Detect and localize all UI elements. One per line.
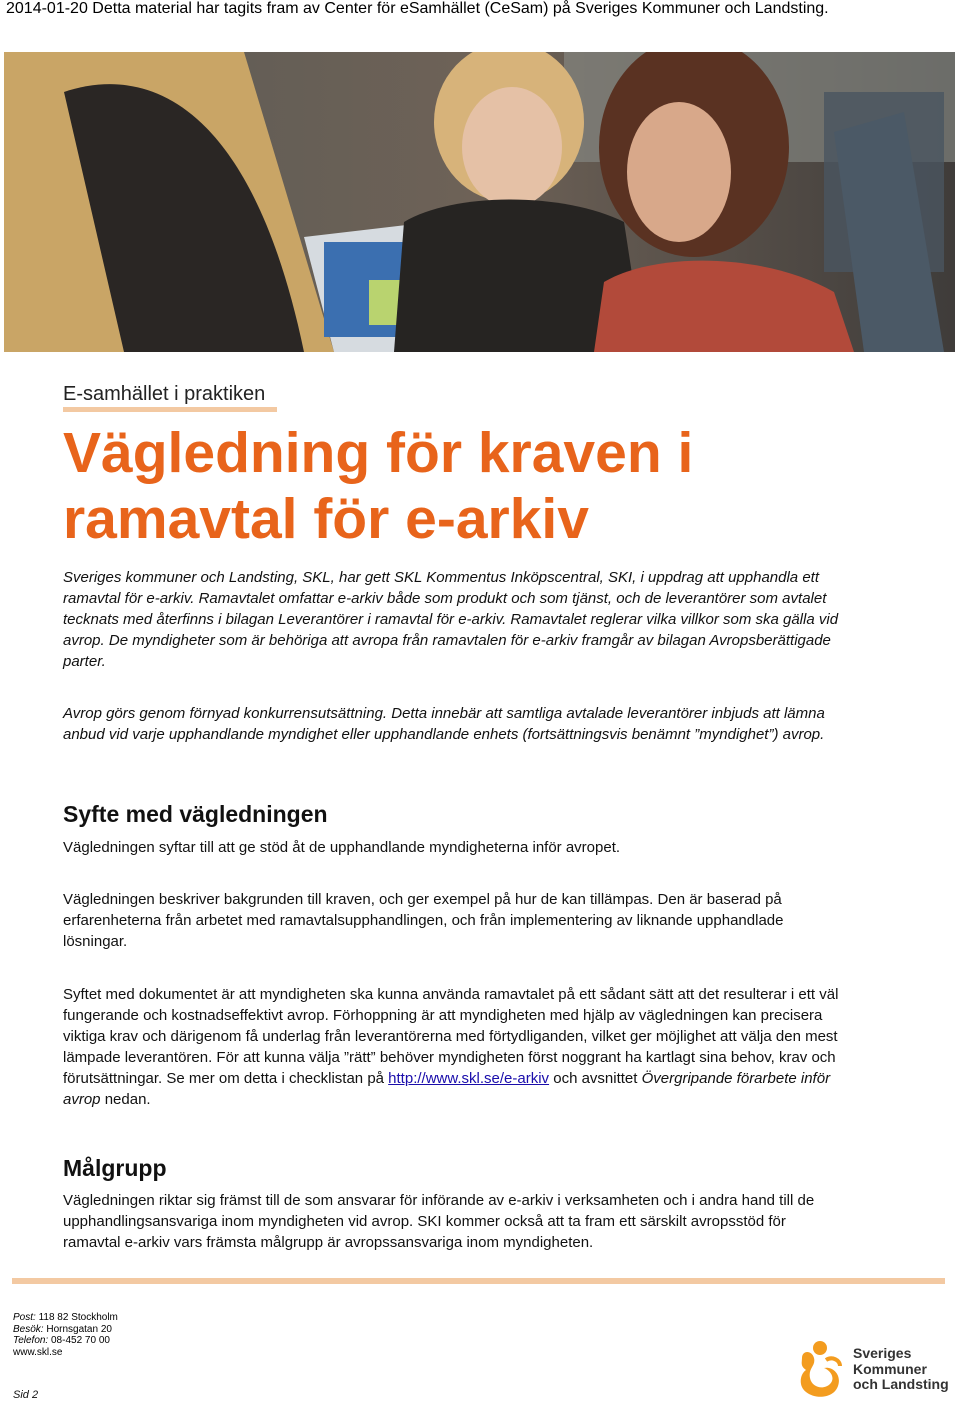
heading-syfte: Syfte med vägledningen: [63, 801, 328, 827]
page-number: Sid 2: [13, 1389, 39, 1401]
syfte-paragraph-1: Vägledningen syftar till att ge stöd åt de upphandlande myndigheterna inför avropet.: [63, 839, 621, 856]
malgrupp-paragraph: Vägledningen riktar sig främst till de som ansvarar för införande av e-arkiv i verksamheten och i andra hand till de upphandlingsansvariga inom myndigheten vid avrop. SKI kommer också att ta fram ett särskilt avropsstöd för ramavtal e-arkiv vars främsta målgrupp är avropssansvariga inom myndigheten.: [63, 1192, 815, 1251]
visiting-address: Besök: Hornsgatan 20: [13, 1323, 112, 1335]
website: www.skl.se: [13, 1346, 63, 1358]
intro-paragraph-2: Avrop görs genom förnyad konkurrensutsättning. Detta innebär att samtliga avtalade leverantörer inbjuds att lämna anbud vid varje upphandlande myndighet eller upphandlande enhets (fortsättningsvis benämnt ”myndighet”) avrop.: [63, 705, 825, 743]
postal-address: Post: 118 82 Stockholm: [13, 1312, 118, 1323]
skl-logo-text: Sveriges Kommuner och Landsting: [853, 1345, 949, 1392]
skl-logo-icon: [796, 1338, 852, 1400]
footer-address: [13, 1312, 118, 1358]
phone-number: Telefon: 08-452 70 00: [13, 1335, 110, 1346]
skl-logo: [796, 1338, 956, 1400]
syfte-p3-end: nedan.: [100, 1091, 151, 1108]
eyebrow-underline: [63, 407, 277, 412]
cover-photo: [4, 52, 955, 352]
section-label: E-samhället i praktiken: [63, 383, 266, 405]
syfte-p3-text: Syftet med dokumentet är att myndigheten ska kunna använda ramavtalet på ett sådant sätt att det resulterar i ett väl fungerande och kostnadseffektivt avrop. Förhoppning är att myndigheten med hjälp av vägledningen kan precisera viktiga krav och därigenom få underlag från leverantörerna med förtydliganden, vilket ger möjlighet att välja den mest lämpade leverantören. För att kunna välja ”rätt” behöver myndigheten först noggrant ha kartlagt sina behov, krav och förutsättningar. Se mer om detta i checklistan på: [63, 986, 839, 1087]
heading-malgrupp: Målgrupp: [63, 1155, 167, 1181]
intro-paragraph-1: Sveriges kommuner och Landsting, SKL, har gett SKL Kommentus Inköpscentral, SKI, i uppdrag att upphandla ett ramavtal för e-arkiv. Ramavtalet omfattar e-arkiv både som produkt och som tjänst, och de leverantörer som avtalet tecknats med återfinns i bilagan Leverantörer i ramavtal för e-arkiv. Ramavtalet reglerar vilka villkor som ska gälla vid avrop. De myndigheter som är behöriga att avropa från ramavtalen för e-arkiv framgår av bilagan Avropsberättigade parter.: [63, 569, 839, 670]
syfte-p3-mid: och avsnittet: [549, 1070, 642, 1087]
syfte-p3-section-ref: Övergripande förarbete inför avrop: [63, 1070, 831, 1108]
top-note: 2014-01-20 Detta material har tagits fram av Center för eSamhället (CeSam) på Sveriges Kommuner och Landsting.: [6, 0, 829, 17]
page-title: Vägledning för kraven i ramavtal för e-arkiv: [63, 421, 694, 551]
skl-e-arkiv-link[interactable]: http://www.skl.se/e-arkiv: [388, 1070, 550, 1087]
footer-divider: [12, 1278, 945, 1284]
cover-photo-illustration: [4, 52, 955, 352]
syfte-paragraph-3: [63, 984, 843, 1110]
syfte-paragraph-2: Vägledningen beskriver bakgrunden till kraven, och ger exempel på hur de kan tillämpas. Den är baserad på erfarenheterna från arbetet med ramavtalsupphandlingen, och från implementering av liknande upphandlade lösningar.: [63, 891, 784, 950]
